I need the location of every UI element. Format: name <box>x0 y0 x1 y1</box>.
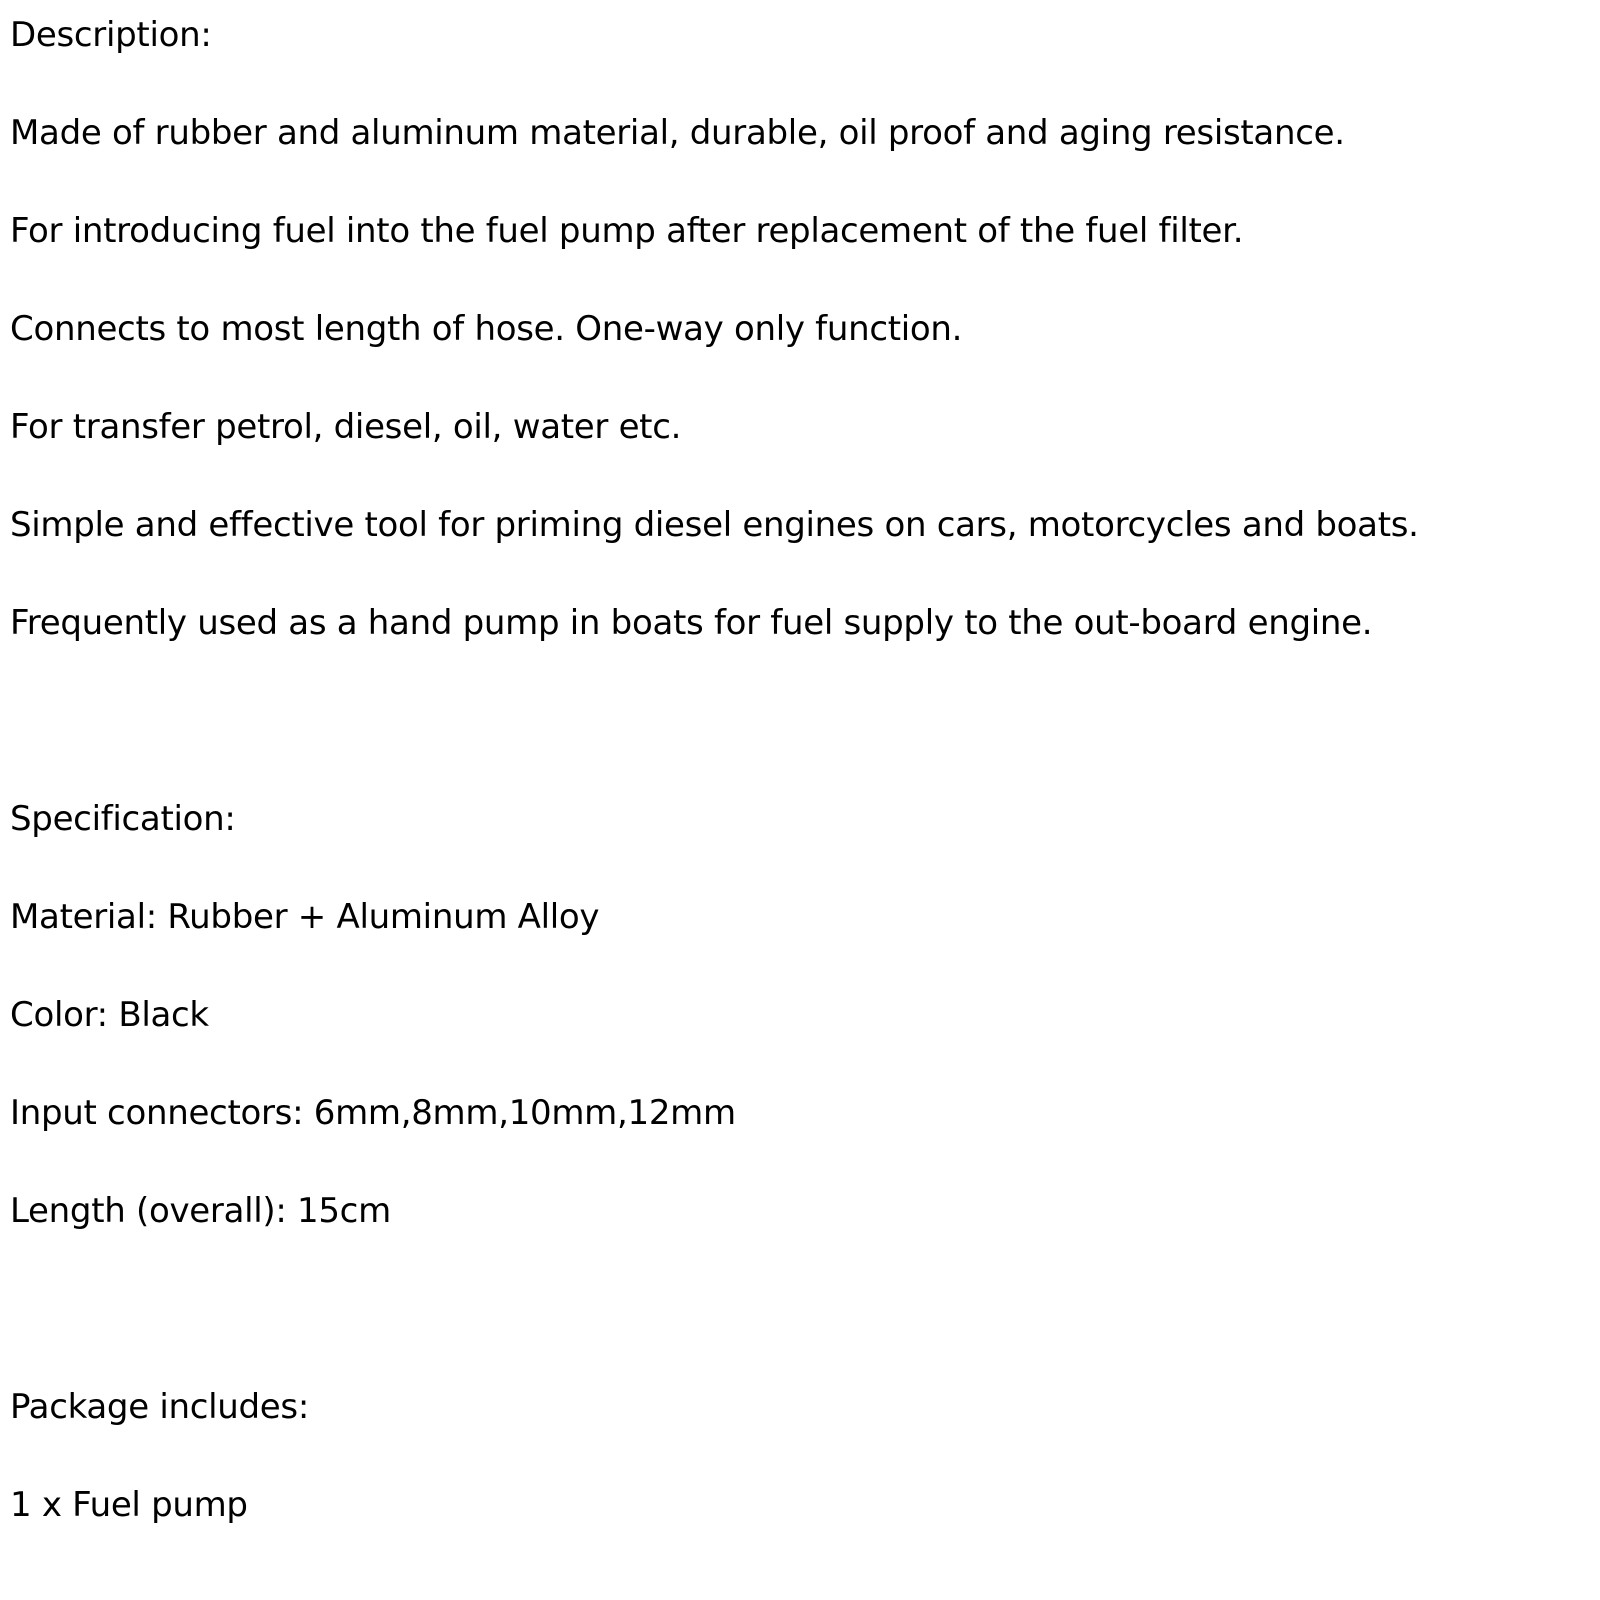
description-line: Frequently used as a hand pump in boats for fuel supply to the out-board engine. <box>10 603 1373 643</box>
description-line: Connects to most length of hose. One-way only function. <box>10 309 963 349</box>
specification-line: Input connectors: 6mm,8mm,10mm,12mm <box>10 1093 736 1133</box>
package-line: 1 x Fuel pump <box>10 1485 248 1525</box>
description-heading: Description: <box>10 15 212 55</box>
description-line: For transfer petrol, diesel, oil, water etc. <box>10 407 682 447</box>
specification-line: Length (overall): 15cm <box>10 1191 391 1231</box>
package-heading: Package includes: <box>10 1387 309 1427</box>
description-line: Simple and effective tool for priming diesel engines on cars, motorcycles and boats. <box>10 505 1419 545</box>
description-line: Made of rubber and aluminum material, durable, oil proof and aging resistance. <box>10 113 1345 153</box>
specification-line: Material: Rubber + Aluminum Alloy <box>10 897 600 937</box>
specification-heading: Specification: <box>10 799 236 839</box>
specification-line: Color: Black <box>10 995 209 1035</box>
description-line: For introducing fuel into the fuel pump after replacement of the fuel filter. <box>10 211 1244 251</box>
